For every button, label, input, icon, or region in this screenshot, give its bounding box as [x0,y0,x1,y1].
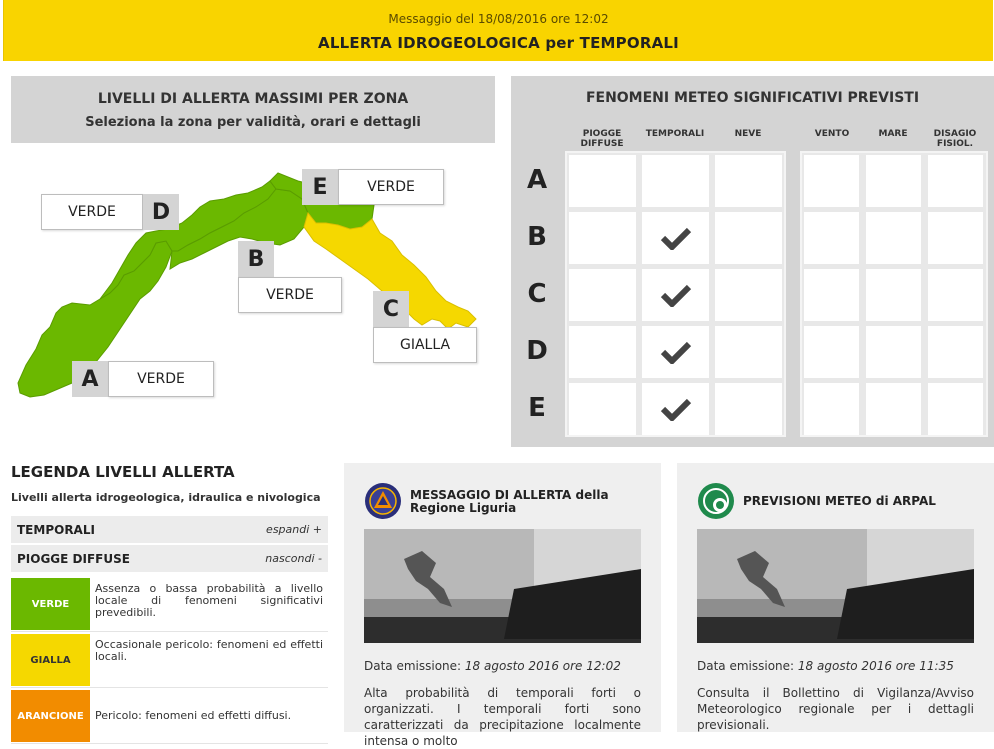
phenomenon-cell [715,212,782,264]
alert-photo [364,529,641,643]
checkmark-icon [660,226,692,250]
zone-a-letter[interactable]: A [72,361,108,397]
zone-b-level[interactable]: VERDE [238,277,342,313]
phenomenon-cell [928,326,983,378]
forecast-photo [697,529,974,643]
emission-value: 18 agosto 2016 ore 12:02 [464,659,621,673]
phenomenon-cell [569,212,636,264]
phenomena-panel [511,76,994,447]
zone-d-level[interactable]: VERDE [41,194,143,230]
phenomenon-cell [715,383,782,435]
zone-c-level[interactable]: GIALLA [373,327,477,363]
phenomenon-cell [642,269,709,321]
emission-value: 18 agosto 2016 ore 11:35 [797,659,954,673]
phenomenon-cell [866,212,921,264]
row-letter-b: B [527,222,547,252]
col-head-disagio: DISAGIO FISIOL. [933,129,977,149]
checkmark-icon [660,340,692,364]
legend-section-piogge[interactable] [11,545,328,572]
phenomenon-cell [804,383,859,435]
legend-level-arancione [11,690,328,744]
phenomenon-cell [928,383,983,435]
col-head-temporali: TEMPORALI [645,129,705,139]
map-panel-header [11,76,495,143]
emission-label: Data emissione: [364,659,462,673]
phenomenon-cell [928,269,983,321]
col-head-piogge: PIOGGE DIFFUSE [580,129,624,149]
map-panel-subtitle: Seleziona la zona per validità, orari e dettagli [85,115,421,130]
arpal-logo-icon [697,482,735,520]
phenomenon-cell [928,155,983,207]
phenomena-title: FENOMENI METEO SIGNIFICATIVI PREVISTI [585,90,920,106]
legend-section-label: PIOGGE DIFFUSE [17,551,130,566]
phenomenon-cell [569,326,636,378]
message-date: Messaggio del 18/08/2016 ore 12:02 [388,12,609,26]
zone-e-letter[interactable]: E [302,169,338,205]
zone-e-level[interactable]: VERDE [338,169,444,205]
phenomenon-cell [928,212,983,264]
zone-b-letter[interactable]: B [238,241,274,277]
phenomenon-cell [866,383,921,435]
phenomenon-cell [715,326,782,378]
card-body: Consulta il Bollettino di Vigilanza/Avviso Meteorologico regionale per i dettagli previsionali. [697,686,974,732]
map-panel-title: LIVELLI DI ALLERTA MASSIMI PER ZONA [97,91,409,107]
level-swatch: GIALLA [11,634,90,686]
phenomenon-cell [866,269,921,321]
emission-label: Data emissione: [697,659,795,673]
legend-level-verde [11,578,328,632]
legend-title: LEGENDA LIVELLI ALLERTA [11,463,235,481]
level-description: Occasionale pericolo: fenomeni ed effetti locali. [95,638,323,663]
emission-date [364,659,621,673]
legend-section-label: TEMPORALI [17,522,95,537]
col-head-mare: MARE [878,129,908,139]
phenomenon-cell [866,326,921,378]
alert-message-card[interactable] [344,463,661,748]
phenomenon-cell [642,212,709,264]
card-title: MESSAGGIO DI ALLERTA della Regione Liguria [410,488,609,515]
phenomenon-cell [866,155,921,207]
level-description: Assenza o bassa probabilità a livello locale di fenomeni significativi prevedibili. [95,582,323,619]
phenomenon-cell [804,326,859,378]
row-letter-c: C [527,279,547,309]
legend-subtitle: Livelli allerta idrogeologica, idraulica e nivologica [11,491,321,504]
zone-c-letter[interactable]: C [373,291,409,327]
phenomenon-cell [642,155,709,207]
checkmark-icon [660,397,692,421]
alert-banner [3,0,993,61]
checkmark-icon [660,283,692,307]
phenomenon-cell [715,155,782,207]
row-letter-a: A [526,165,548,195]
phenomenon-cell [804,155,859,207]
phenomenon-cell [642,326,709,378]
zone-a-level[interactable]: VERDE [108,361,214,397]
collapse-toggle[interactable]: nascondi - [265,552,322,565]
arpal-forecast-card[interactable] [677,463,994,732]
col-head-neve: NEVE [734,129,762,139]
legend-level-gialla [11,634,328,688]
emission-date [697,659,954,673]
civil-protection-icon [364,482,402,520]
col-head-vento: VENTO [814,129,850,139]
card-body: Alta probabilità di temporali forti o organizzati. I temporali forti sono caratterizzati da precipitazione localmente intensa o molto [364,686,641,748]
level-description: Pericolo: fenomeni ed effetti diffusi. [95,709,292,722]
row-letter-e: E [528,393,546,423]
level-swatch: VERDE [11,578,90,630]
card-title: PREVISIONI METEO di ARPAL [743,494,936,508]
expand-toggle[interactable]: espandi + [266,523,322,536]
phenomenon-cell [804,269,859,321]
legend [11,463,331,722]
phenomenon-cell [569,155,636,207]
phenomenon-cell [715,269,782,321]
phenomenon-cell [569,269,636,321]
alert-title: ALLERTA IDROGEOLOGICA per TEMPORALI [318,34,679,52]
phenomenon-cell [804,212,859,264]
phenomenon-cell [569,383,636,435]
phenomenon-cell [642,383,709,435]
legend-section-temporali[interactable] [11,516,328,543]
level-swatch: ARANCIONE [11,690,90,742]
zone-d-letter[interactable]: D [143,194,179,230]
row-letter-d: D [526,336,548,366]
